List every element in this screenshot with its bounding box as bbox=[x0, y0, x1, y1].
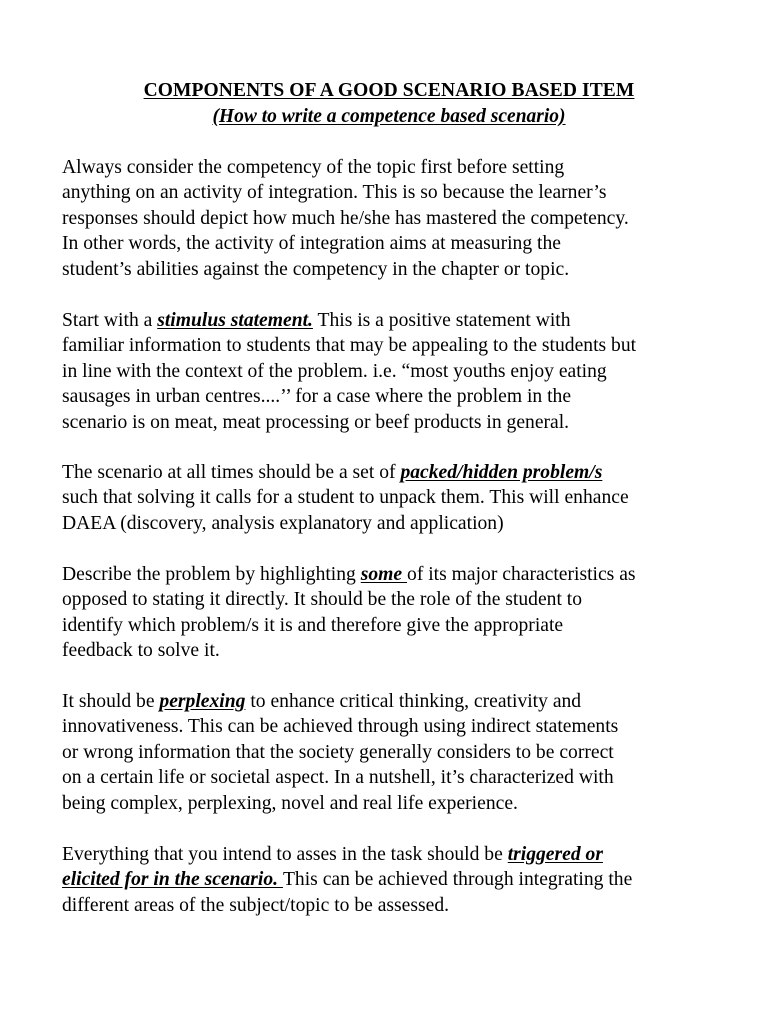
paragraph-line bbox=[62, 689, 762, 714]
paragraph-line bbox=[62, 842, 762, 867]
paragraph-line: feedback to solve it. bbox=[62, 640, 220, 662]
paragraph-line: scenario is on meat, meat processing or beef products in general. bbox=[62, 411, 570, 433]
paragraph-line: DAEA (discovery, analysis explanatory and application) bbox=[62, 512, 504, 534]
paragraph-line bbox=[62, 867, 762, 892]
paragraph-line: anything on an activity of integration. This is so because the learner’s bbox=[62, 182, 607, 204]
emphasis-stimulus-statement: stimulus statement. bbox=[157, 310, 313, 331]
paragraph-line: being complex, perplexing, novel and real life experience. bbox=[62, 792, 518, 814]
paragraph-packed-problem bbox=[62, 460, 762, 536]
paragraph-line: different areas of the subject/topic to be assessed. bbox=[62, 894, 450, 916]
emphasis-elicited: elicited for in the scenario. bbox=[62, 869, 283, 891]
document-subtitle: (How to write a competence based scenario) bbox=[212, 106, 566, 127]
text-run: It should be bbox=[62, 691, 160, 712]
paragraph-triggered bbox=[62, 842, 762, 918]
text-run: Start with a bbox=[62, 310, 158, 331]
paragraph-line: identify which problem/s it is and therefore give the appropriate bbox=[62, 614, 564, 636]
paragraph-line bbox=[62, 562, 762, 587]
emphasis-perplexing: perplexing bbox=[159, 691, 246, 712]
paragraph-line: In other words, the activity of integration aims at measuring the bbox=[62, 233, 561, 255]
text-run: This can be achieved through integrating the bbox=[282, 869, 633, 891]
paragraph-line: familiar information to students that may be appealing to the students but bbox=[62, 335, 637, 357]
text-run: of its major characteristics as bbox=[407, 564, 636, 585]
paragraph-line: opposed to stating it directly. It should be the role of the student to bbox=[62, 589, 583, 611]
text-run: This is a positive statement with bbox=[312, 310, 571, 331]
paragraph-perplexing bbox=[62, 689, 762, 816]
emphasis-some: some bbox=[360, 564, 408, 585]
paragraph-line bbox=[62, 460, 762, 485]
document-title: COMPONENTS OF A GOOD SCENARIO BASED ITEM bbox=[143, 80, 635, 101]
paragraph-stimulus bbox=[62, 308, 762, 435]
text-run: Describe the problem by highlighting bbox=[62, 564, 361, 585]
paragraph-competency bbox=[62, 155, 762, 282]
paragraph-line: sausages in urban centres....’’ for a case where the problem in the bbox=[62, 386, 572, 408]
text-run: to enhance critical thinking, creativity and bbox=[245, 691, 582, 712]
paragraph-line: student’s abilities against the competency in the chapter or topic. bbox=[62, 258, 570, 280]
paragraph-describe-problem bbox=[62, 562, 762, 664]
paragraph-line: in line with the context of the problem. i.e. “most youths enjoy eating bbox=[62, 360, 607, 382]
text-run: The scenario at all times should be a set of bbox=[62, 462, 401, 483]
paragraph-line bbox=[62, 308, 762, 333]
paragraph-line: innovativeness. This can be achieved through using indirect statements bbox=[62, 716, 619, 738]
paragraph-line: responses should depict how much he/she has mastered the competency. bbox=[62, 207, 629, 229]
emphasis-triggered-or: triggered or bbox=[507, 844, 603, 865]
emphasis-packed-hidden-problem: packed/hidden problem/s bbox=[400, 462, 603, 483]
paragraph-line: such that solving it calls for a student to unpack them. This will enhance bbox=[62, 487, 629, 509]
paragraph-line: Always consider the competency of the topic first before setting bbox=[62, 157, 565, 178]
paragraph-line: or wrong information that the society generally considers to be correct bbox=[62, 741, 614, 763]
text-run: Everything that you intend to asses in the task should be bbox=[62, 844, 508, 865]
paragraph-line: on a certain life or societal aspect. In a nutshell, it’s characterized with bbox=[62, 767, 614, 789]
